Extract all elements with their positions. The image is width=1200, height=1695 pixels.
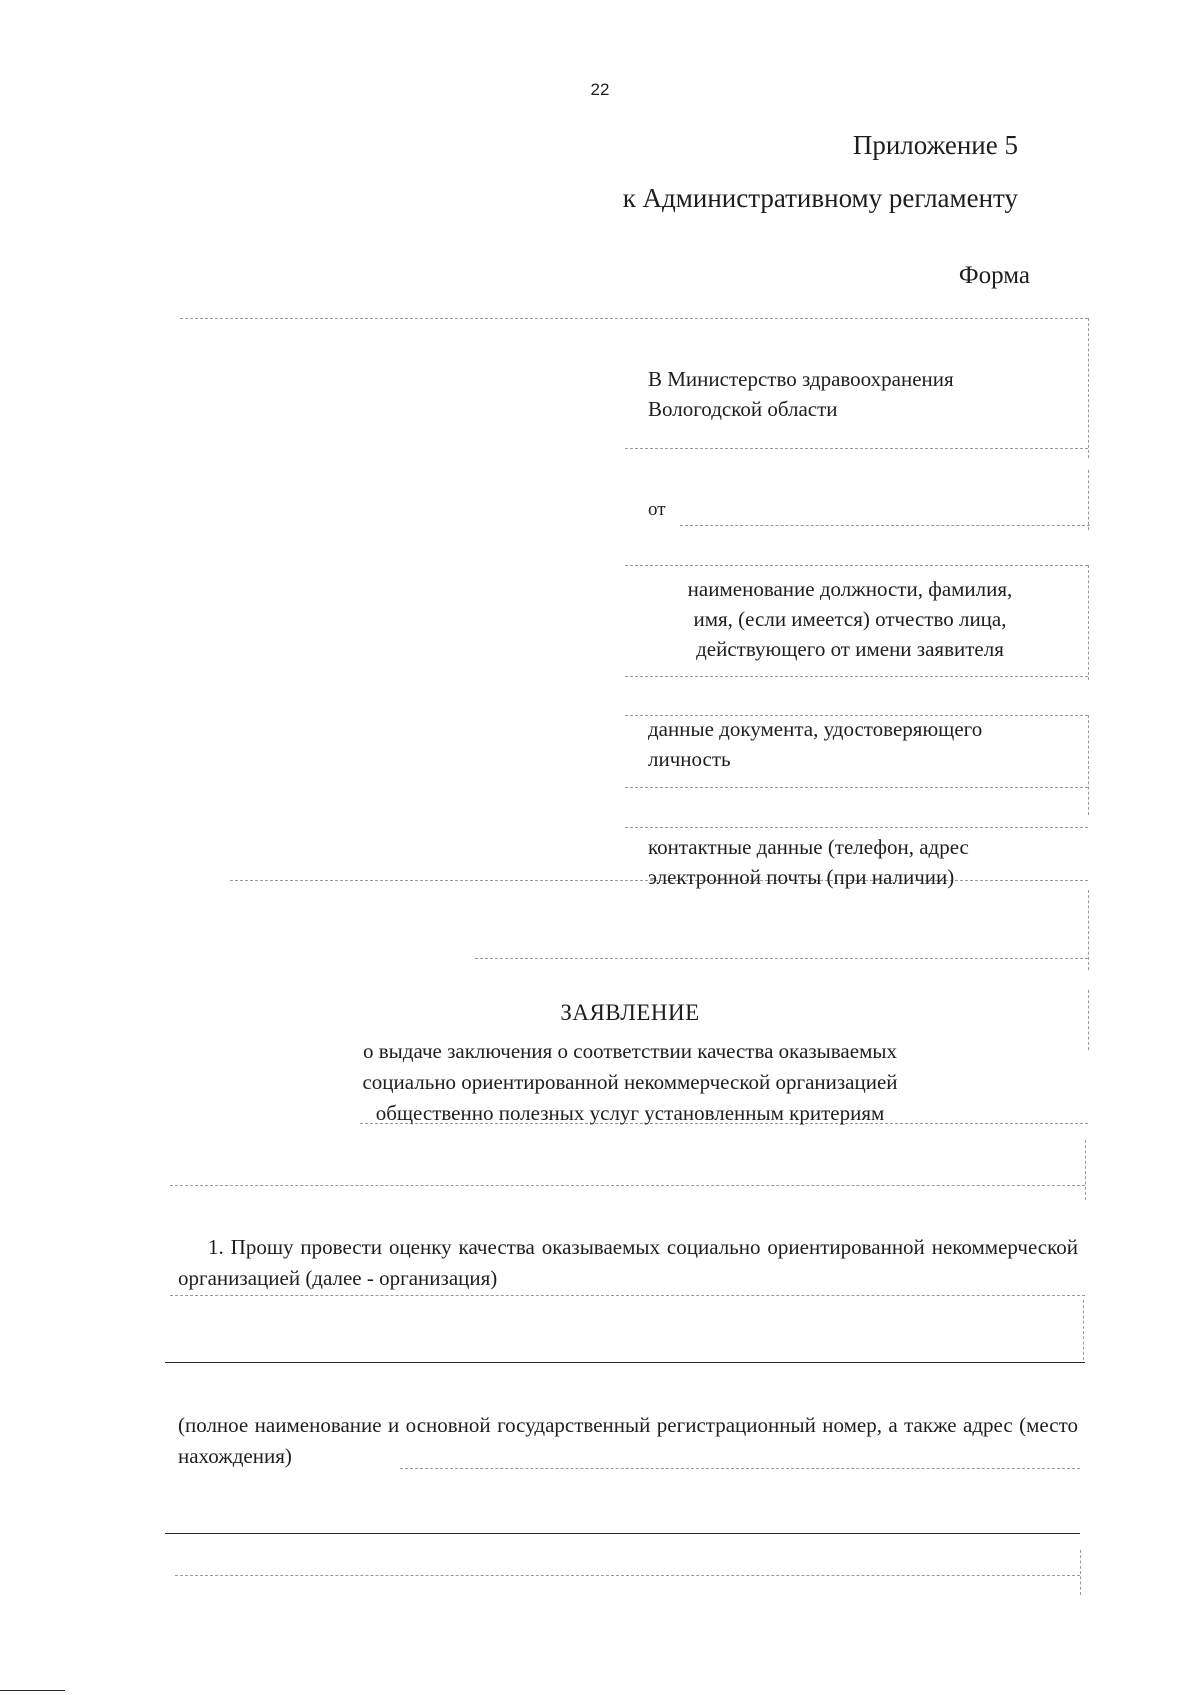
fill-line-address[interactable] <box>165 1533 1080 1534</box>
applicant-caption <box>650 574 1050 664</box>
appendix-label: Приложение 5 <box>852 130 1018 160</box>
identity-caption-line-1: данные документа, удостоверяющего <box>648 717 983 741</box>
form-label: Форма <box>958 262 1030 289</box>
applicant-caption-line-3: действующего от имени заявителя <box>696 637 1004 661</box>
document-subtitle <box>0 1036 1200 1129</box>
regulation-label: к Административному регламенту <box>622 183 1018 213</box>
paragraph-1-text: 1. Прошу провести оценку качества оказываемых социально ориентированной некоммерческой организацией (далее - организация) <box>178 1235 1078 1290</box>
page-number: 22 <box>590 80 610 99</box>
contacts-caption-line-2: электронной почты (при наличии) <box>648 865 955 889</box>
applicant-caption-line-1: наименование должности, фамилия, <box>687 577 1013 601</box>
recipient-block <box>648 364 1068 424</box>
applicant-caption-line-2: имя, (если имеется) отчество лица, <box>693 607 1007 631</box>
subtitle-line-1: о выдаче заключения о соответствии качества оказываемых <box>363 1039 897 1063</box>
document-title: ЗАЯВЛЕНИЕ <box>560 1000 700 1025</box>
contacts-caption <box>648 832 1068 892</box>
paragraph-1 <box>178 1232 1078 1294</box>
recipient-line-1: В Министерство здравоохранения <box>648 367 954 391</box>
fill-line-organization[interactable] <box>165 1362 1085 1363</box>
subtitle-line-3: общественно полезных услуг установленным критериям <box>375 1101 885 1125</box>
subtitle-line-2: социально ориентированной некоммерческой организацией <box>362 1070 898 1094</box>
recipient-line-2: Вологодской области <box>648 397 838 421</box>
identity-caption <box>648 714 1068 774</box>
from-label: от <box>648 499 666 520</box>
identity-caption-line-2: личность <box>648 747 731 771</box>
contacts-caption-line-1: контактные данные (телефон, адрес <box>648 835 969 859</box>
paragraph-2: (полное наименование и основной государственный регистрационный номер, а также адрес (место нахождения) <box>178 1413 1078 1468</box>
